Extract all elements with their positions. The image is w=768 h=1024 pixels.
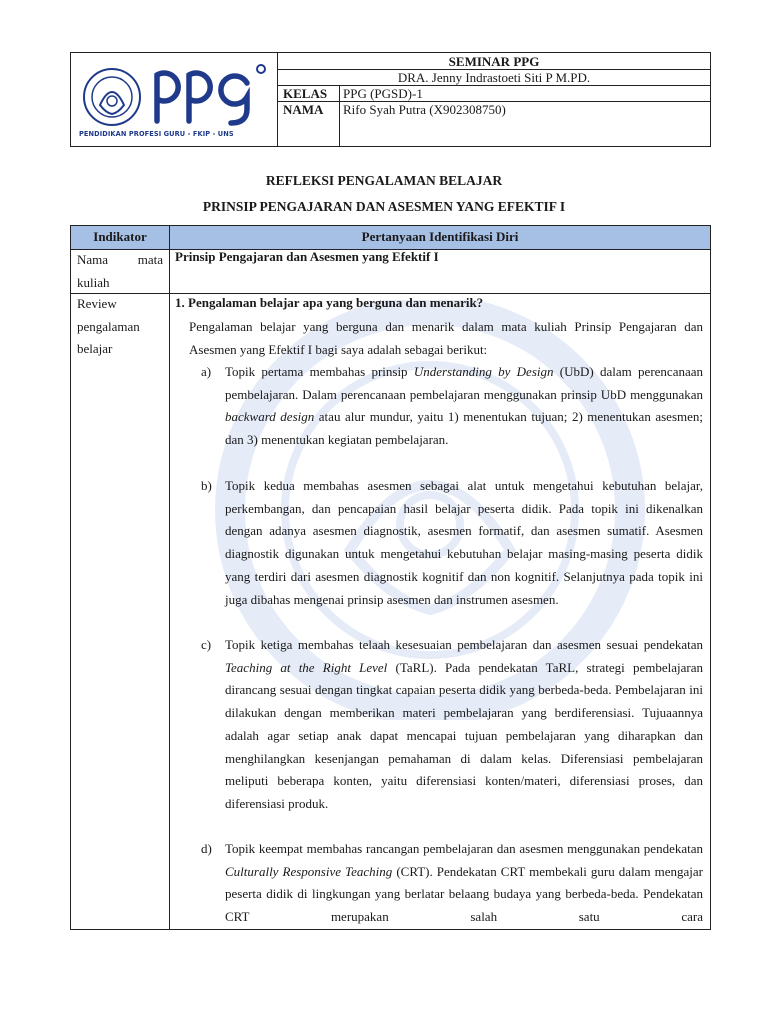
row-divider bbox=[71, 293, 710, 294]
intro-paragraph: Pengalaman belajar yang berguna dan menarik dalam mata kuliah Prinsip Pengajaran dan Asesmen yang Efektif I bagi saya adalah sebagai berikut: bbox=[189, 319, 703, 357]
nama-value: Rifo Syah Putra (X902308750) bbox=[343, 102, 506, 117]
item-letter: a) bbox=[201, 364, 212, 379]
uns-seal-icon bbox=[81, 67, 143, 127]
item-letter: c) bbox=[201, 637, 212, 652]
kelas-value: PPG (PGSD)-1 bbox=[343, 86, 423, 101]
nama-label: NAMA bbox=[283, 102, 324, 117]
label-word: pengalaman bbox=[77, 318, 140, 334]
header-column-divider bbox=[339, 85, 340, 146]
label-word: Review bbox=[77, 296, 117, 311]
logo-cell bbox=[71, 53, 278, 146]
question-1: 1. Pengalaman belajar apa yang berguna dan menarik? bbox=[175, 295, 484, 310]
lecturer-name: DRA. Jenny Indrastoeti Siti P M.PD. bbox=[397, 70, 591, 85]
header-box bbox=[70, 52, 711, 147]
label-word: belajar bbox=[77, 341, 113, 356]
logo-caption: PENDIDIKAN PROFESI GURU - FKIP - UNS bbox=[79, 130, 234, 138]
document-subtitle: PRINSIP PENGAJARAN DAN ASESMEN YANG EFEKTIF I bbox=[202, 199, 566, 214]
label-word: mata bbox=[137, 252, 163, 267]
ppg-logo-icon bbox=[151, 61, 271, 129]
item-letter: d) bbox=[201, 841, 212, 856]
item-letter: b) bbox=[201, 478, 212, 493]
label-word: kuliah bbox=[77, 274, 110, 290]
column-header-pertanyaan: Pertanyaan Identifikasi Diri bbox=[361, 229, 519, 244]
list-item-b: Topik kedua membahas asesmen sebagai alat untuk mengetahui kebutuhan belajar, perkembangan, dan pencapaian hasil belajar peserta didik. Pada topik ini dikenalkan dengan adanya asesmen diagnostik, asesmen formatif, dan asesmen sumatif. Asesmen diagnostik digunakan untuk mengetahui kebutuhan belajar masing-masing peserta didik yang terdiri dari asesmen diagnostik kognitif dan non kognitif. Selanjutnya pada topik ini juga dibahas mengenai prinsip asesmen dan instrumen asesmen. bbox=[225, 478, 703, 607]
seminar-title: SEMINAR PPG bbox=[448, 54, 540, 69]
document-title: REFLEKSI PENGALAMAN BELAJAR bbox=[265, 173, 503, 188]
list-item-a: Topik pertama membahas prinsip Understanding by Design (UbD) dalam perencanaan pembelajaran. Dalam perencanaan pembelajaran menggunakan prinsip UbD menggunakan backward design atau alur mundur, yaitu 1) menentukan tujuan; 2) menentukan asesmen; dan 3) menentukan kegiatan pembelajaran. bbox=[225, 364, 704, 448]
column-divider bbox=[169, 226, 170, 929]
list-item-d: Topik keempat membahas rancangan pembelajaran dan asesmen menggunakan pendekatan Culturally Responsive Teaching (CRT). Pendekatan CRT membekali guru dalam mengajar peserta didik di lingkungan yang berlatar belaang budaya yang berbeda-beda. Pendekatan CRT merupakan salah satu cara bbox=[225, 841, 703, 925]
row-label-nama-mata-kuliah bbox=[77, 249, 163, 294]
reflection-table bbox=[70, 225, 711, 930]
kelas-label: KELAS bbox=[283, 86, 328, 101]
course-name: Prinsip Pengajaran dan Asesmen yang Efektif I bbox=[175, 249, 439, 264]
label-word: Nama bbox=[77, 252, 109, 267]
column-header-indikator: Indikator bbox=[93, 229, 147, 244]
list-item-c: Topik ketiga membahas telaah kesesuaian pembelajaran dan asesmen sesuai pendekatan Teaching at the Right Level (TaRL). Pada pendekatan TaRL, strategi pembelajaran dirancang sesuai dengan tingkat capaian peserta didik yang berbeda-beda. Pembelajaran ini dilakukan dengan memberikan materi pembelajaran yang berdiferensiasi. Tujuaannya adalah agar setiap anak dapat mencapai tujuan pembelajaran yang diharapkan dan menghilangkan kesenjangan pemahaman di dalam kelas. Diferensiasi pembelajaran meliputi beberapa konten, yaitu diferensiasi konten/materi, diferensiasi proses, dan diferensiasi produk. bbox=[225, 637, 704, 811]
row-label-review bbox=[77, 293, 163, 361]
